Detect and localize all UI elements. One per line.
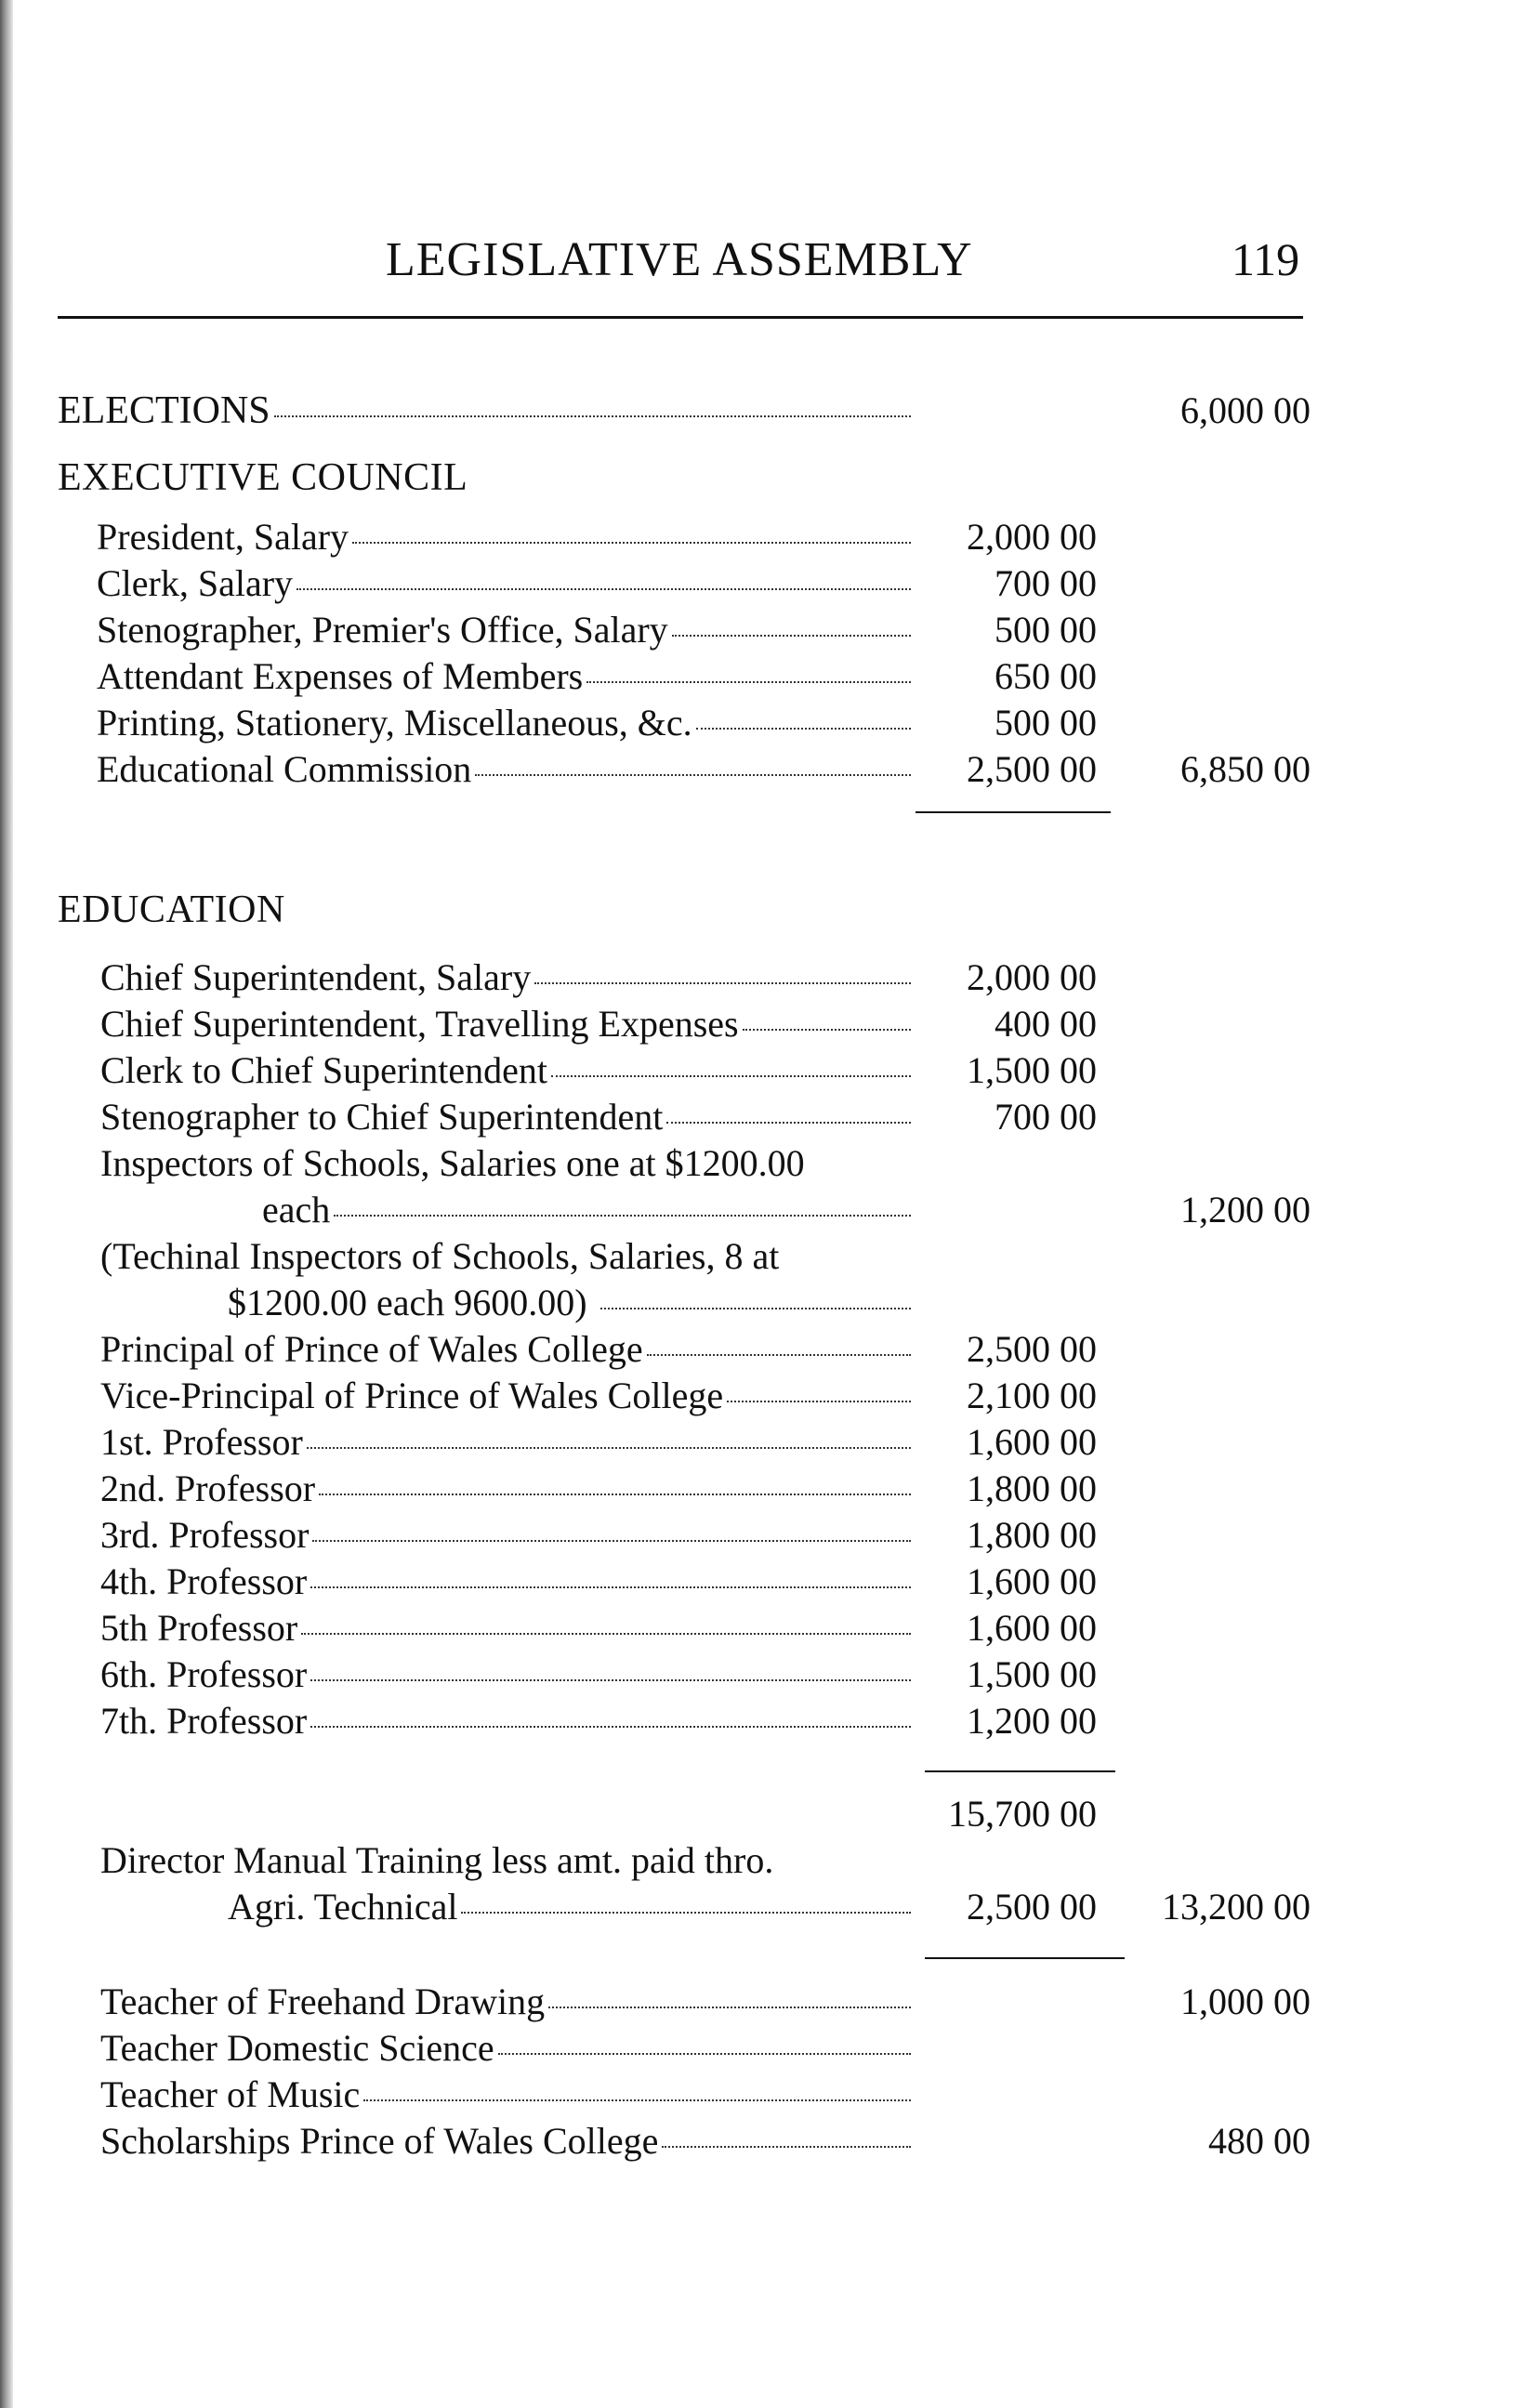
college-item-label: 1st. Professor bbox=[100, 1421, 303, 1463]
edu-item-label: Chief Superintendent, Travelling Expenses bbox=[100, 1003, 739, 1045]
inspectors-row bbox=[0, 1141, 1515, 1188]
exec-item-amount: 2,500 00 bbox=[967, 748, 1097, 790]
page-title: LEGISLATIVE ASSEMBLY bbox=[386, 233, 973, 286]
elections-row bbox=[0, 388, 1515, 435]
edu-row bbox=[0, 1048, 1515, 1095]
teacher-label: Scholarships Prince of Wales College bbox=[100, 2120, 659, 2162]
elections-label: ELECTIONS bbox=[58, 389, 270, 432]
college-row bbox=[0, 1559, 1515, 1606]
teacher-total: 480 00 bbox=[1208, 2120, 1311, 2162]
exec-item-amount: 500 00 bbox=[995, 609, 1097, 651]
college-item-label: Vice-Principal of Prince of Wales College bbox=[100, 1375, 724, 1416]
college-item-amount: 1,200 00 bbox=[967, 1700, 1097, 1742]
college-item-label: 4th. Professor bbox=[100, 1560, 308, 1602]
technical-line1: (Techinal Inspectors of Schools, Salaries, 8 at bbox=[100, 1235, 780, 1277]
edu-item-amount: 400 00 bbox=[995, 1003, 1097, 1045]
technical-line2: $1200.00 each 9600.00) bbox=[228, 1282, 587, 1323]
exec-item-amount: 650 00 bbox=[995, 655, 1097, 697]
college-row bbox=[0, 1374, 1515, 1420]
inspectors-total: 1,200 00 bbox=[1180, 1189, 1311, 1230]
exec-item-label: Educational Commission bbox=[97, 748, 472, 790]
college-item-label: 7th. Professor bbox=[100, 1700, 308, 1742]
college-item-amount: 1,500 00 bbox=[967, 1653, 1097, 1695]
college-item-amount: 1,800 00 bbox=[967, 1514, 1097, 1556]
director-row-2 bbox=[0, 1885, 1515, 1931]
college-item-label: 5th Professor bbox=[100, 1607, 298, 1649]
inspectors-line2: each bbox=[262, 1189, 331, 1230]
college-row bbox=[0, 1513, 1515, 1559]
college-row bbox=[0, 1652, 1515, 1699]
edu-item-label: Stenographer to Chief Superintendent bbox=[100, 1096, 664, 1138]
inspectors-row-2 bbox=[0, 1188, 1515, 1234]
college-item-amount: 2,100 00 bbox=[967, 1375, 1097, 1416]
edu-item-amount: 700 00 bbox=[995, 1096, 1097, 1138]
exec-row bbox=[0, 654, 1515, 701]
edu-row bbox=[0, 1095, 1515, 1141]
exec-item-label: Clerk, Salary bbox=[97, 562, 294, 604]
college-row bbox=[0, 1327, 1515, 1374]
page-number: 119 bbox=[1232, 233, 1300, 285]
exec-item-amount: 700 00 bbox=[995, 562, 1097, 604]
exec-sum-rule bbox=[916, 811, 1111, 813]
director-line2: Agri. Technical bbox=[228, 1886, 458, 1928]
teacher-total: 1,000 00 bbox=[1180, 1980, 1311, 2022]
exec-total: 6,850 00 bbox=[1180, 748, 1311, 790]
exec-item-amount: 500 00 bbox=[995, 702, 1097, 743]
college-item-label: 3rd. Professor bbox=[100, 1514, 310, 1556]
college-subtotal-row bbox=[0, 1792, 1515, 1838]
exec-row bbox=[0, 515, 1515, 561]
technical-row bbox=[0, 1234, 1515, 1281]
edu-row bbox=[0, 1002, 1515, 1048]
college-item-label: Principal of Prince of Wales College bbox=[100, 1328, 643, 1370]
teacher-label: Teacher of Music bbox=[100, 2073, 361, 2115]
college-item-amount: 1,600 00 bbox=[967, 1607, 1097, 1649]
exec-row bbox=[0, 608, 1515, 654]
teacher-row bbox=[0, 2119, 1515, 2165]
exec-row bbox=[0, 561, 1515, 608]
executive-council-heading: EXECUTIVE COUNCIL bbox=[58, 456, 468, 499]
edu-item-amount: 2,000 00 bbox=[967, 956, 1097, 998]
exec-item-label: Printing, Stationery, Miscellaneous, &c. bbox=[97, 702, 692, 743]
exec-item-label: Stenographer, Premier's Office, Salary bbox=[97, 609, 668, 651]
teacher-row bbox=[0, 1980, 1515, 2026]
college-row bbox=[0, 1699, 1515, 1745]
edu-item-label: Chief Superintendent, Salary bbox=[100, 956, 532, 998]
college-item-amount: 1,800 00 bbox=[967, 1467, 1097, 1509]
inspectors-line1: Inspectors of Schools, Salaries one at $1200.00 bbox=[100, 1142, 805, 1184]
college-subtotal: 15,700 00 bbox=[948, 1793, 1097, 1835]
teacher-row bbox=[0, 2072, 1515, 2119]
edu-item-amount: 1,500 00 bbox=[967, 1049, 1097, 1091]
director-amount: 2,500 00 bbox=[967, 1886, 1097, 1928]
director-total: 13,200 00 bbox=[1162, 1886, 1311, 1928]
teacher-label: Teacher of Freehand Drawing bbox=[100, 1980, 546, 2022]
exec-item-amount: 2,000 00 bbox=[967, 516, 1097, 558]
exec-item-label: President, Salary bbox=[97, 516, 349, 558]
director-row bbox=[0, 1838, 1515, 1885]
college-item-label: 6th. Professor bbox=[100, 1653, 308, 1695]
director-line1: Director Manual Training less amt. paid thro. bbox=[100, 1839, 774, 1881]
exec-row bbox=[0, 747, 1515, 794]
college-row bbox=[0, 1467, 1515, 1513]
header-rule bbox=[58, 316, 1303, 319]
teacher-row bbox=[0, 2026, 1515, 2072]
director-sum-rule bbox=[925, 1957, 1125, 1959]
college-item-amount: 1,600 00 bbox=[967, 1421, 1097, 1463]
college-item-amount: 2,500 00 bbox=[967, 1328, 1097, 1370]
exec-row bbox=[0, 701, 1515, 747]
college-item-label: 2nd. Professor bbox=[100, 1467, 316, 1509]
edu-item-label: Clerk to Chief Superintendent bbox=[100, 1049, 548, 1091]
college-row bbox=[0, 1606, 1515, 1652]
edu-row bbox=[0, 955, 1515, 1002]
exec-item-label: Attendant Expenses of Members bbox=[97, 655, 584, 697]
college-sum-rule bbox=[925, 1770, 1115, 1772]
technical-row-2 bbox=[0, 1281, 1515, 1327]
elections-total: 6,000 00 bbox=[1180, 389, 1311, 431]
college-item-amount: 1,600 00 bbox=[967, 1560, 1097, 1602]
college-row bbox=[0, 1420, 1515, 1467]
teacher-label: Teacher Domestic Science bbox=[100, 2027, 494, 2069]
education-heading: EDUCATION bbox=[58, 888, 285, 931]
